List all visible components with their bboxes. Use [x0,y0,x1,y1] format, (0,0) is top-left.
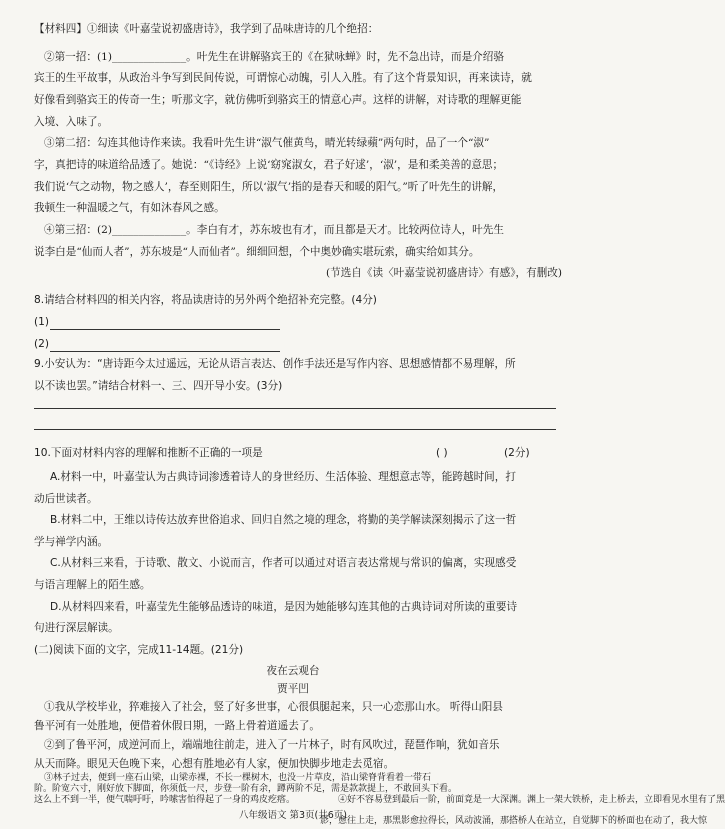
passage-line: ①我从学校毕业，猝难接入了社会，竖了好多世事，心很俱腿起来，只一心恋那山水。 听得山阳县 [44,701,503,713]
q8-answer-line-1[interactable] [50,329,280,330]
q10-answer-paren[interactable]: ( ) [436,447,448,459]
option-b: B.材料二中，王维以诗传达放弃世俗追求、回归自然之境的理念，将勤的美学解读深刻揭示了这一哲 [50,514,517,526]
passage-line: 从天而降。眼见天色晚下来，心想有胜地必有人家，便加快脚步地走去觅宿。 [34,758,395,770]
option-c: C.从材料三来看，于诗歌、散文、小说而言，作者可以通过对语言表达常规与常识的偏离，实现感受 [50,557,517,569]
material4-line: 好像看到骆宾王的传奇一生；听那文字，就仿佛听到骆宾王的情意心声。这样的讲解，对诗歌的理解更能 [34,94,522,106]
passage-line: 这么上不到一半，便气喘吁吁，吟嗦害怕得起了一身的鸡皮疙瘩。 [34,795,296,805]
material4-line: ②第一招：(1)______________。叶先生在讲解骆宾王的《在狱咏蝉》时，先不急出诗，而是介绍骆 [44,51,504,63]
q9-answer-line-2[interactable] [34,429,556,430]
question-9-line: 9.小安认为：“唐诗距今太过遥远，无论从语言表达、创作手法还是写作内容、思想感情都不易理解，所 [34,358,516,370]
passage-line: 影，愈往上走，那黑影愈拉得长，风动波涌，那搭桥人在站立，自觉脚下的桥面也在动了，我大惊 [320,816,708,826]
passage-line: 鲁平河有一处胜地，便借着休假日期，一路上骨着道遥去了。 [34,720,321,732]
option-a-cont: 动后世读者。 [34,493,98,505]
material4-line: 入境、入味了。 [34,116,109,128]
q10-score: (2分) [504,447,530,459]
q8-answer-line-2[interactable] [50,351,280,352]
material4-line: 我们说‘气之动物，物之感人’，春至则阳生，所以‘淑气’指的是春天和暖的阳气。”听了叶先生的讲解， [34,181,504,193]
material4-line: 宾王的生平故事，从政治斗争写到民间传说，可谓惊心动魄，引人入胜。有了这个背景知识，再来读诗，就 [34,72,532,84]
question-10: 10.下面对材料内容的理解和推断不正确的一项是 [34,447,263,459]
passage-title: 夜在云观台 [266,665,320,677]
question-8: 8.请结合材料四的相关内容，将品读唐诗的另外两个绝招补充完整。(4分) [34,294,377,306]
q8-answer-label-2: (2) [34,338,50,350]
q8-answer-label-1: (1) [34,316,50,328]
section-heading: (二)阅读下面的文字，完成11-14题。(21分) [34,644,244,656]
passage-line: ④好不容易登到最后一阶，前面竟是一大深渊。渊上一架大铁桥，走上桥去，立即看见水里有了黑 [338,795,725,805]
material4-line: ③第二招：勾连其他诗作来读。我看叶先生讲“淑气催黄鸟，晴光转绿蘋”两句时，品了一个“淑” [44,137,490,149]
material4-line: 字，真把诗的味道给品透了。她说：“《诗经》上说‘窈窕淑女，君子好逑’，‘淑’，是和柔美善的意思； [34,159,504,171]
option-a: A.材料一中，叶嘉莹认为古典诗词渗透着诗人的身世经历、生活体验、理想意志等，能跨越时间，打 [50,471,516,483]
material4-line: ④第三招：(2)______________。李白有才，苏东坡也有才，而且都是天才。比较两位诗人，叶先生 [44,224,504,236]
material4-line: 说李白是“仙而人者”，苏东坡是“人而仙者”。细细回想，个中奥妙确实堪玩索，确实给如其分。 [34,246,480,258]
passage-line: ③林子过去，便到一座石山梁，山梁赤裸，不长一棵树木，也没一片草皮，沿山梁脊背看着一带石 [44,773,432,783]
option-d-cont: 句进行深层解读。 [34,622,119,634]
passage-author: 贾平凹 [277,683,309,695]
question-9-line: 以不读也罢。”请结合材料一、三、四开导小安。(3分) [34,380,283,392]
material4-line: 【材料四】①细读《叶嘉莹说初盛唐诗》，我学到了品味唐诗的几个绝招： [34,23,379,35]
page-footer: 八年级语文 第3页(共6页) [238,810,348,821]
passage-line: ②到了鲁平河，成逆河而上，端端地往前走，进入了一片林子，时有风吹过，琵琶作响，犹如音乐 [44,739,500,751]
material4-line: 我顿生一种温暖之气，有如沐春风之感。 [34,202,225,214]
q9-answer-line-1[interactable] [34,408,556,409]
passage-line: 阶。阶宽六寸，刚好放下脚面，你须低一尺，步登一阶有余，蹲两阶不足，需是款款提上，不敢回头下看。 [34,784,458,794]
option-c-cont: 与语言理解上的陌生感。 [34,579,151,591]
option-d: D.从材料四来看，叶嘉莹先生能够品透诗的味道，是因为她能够勾连其他的古典诗词对所读的重要诗 [50,601,518,613]
source-note: (节选自《读〈叶嘉莹说初盛唐诗〉有感》，有删改) [325,267,562,279]
option-b-cont: 学与禅学内涵。 [34,536,109,548]
